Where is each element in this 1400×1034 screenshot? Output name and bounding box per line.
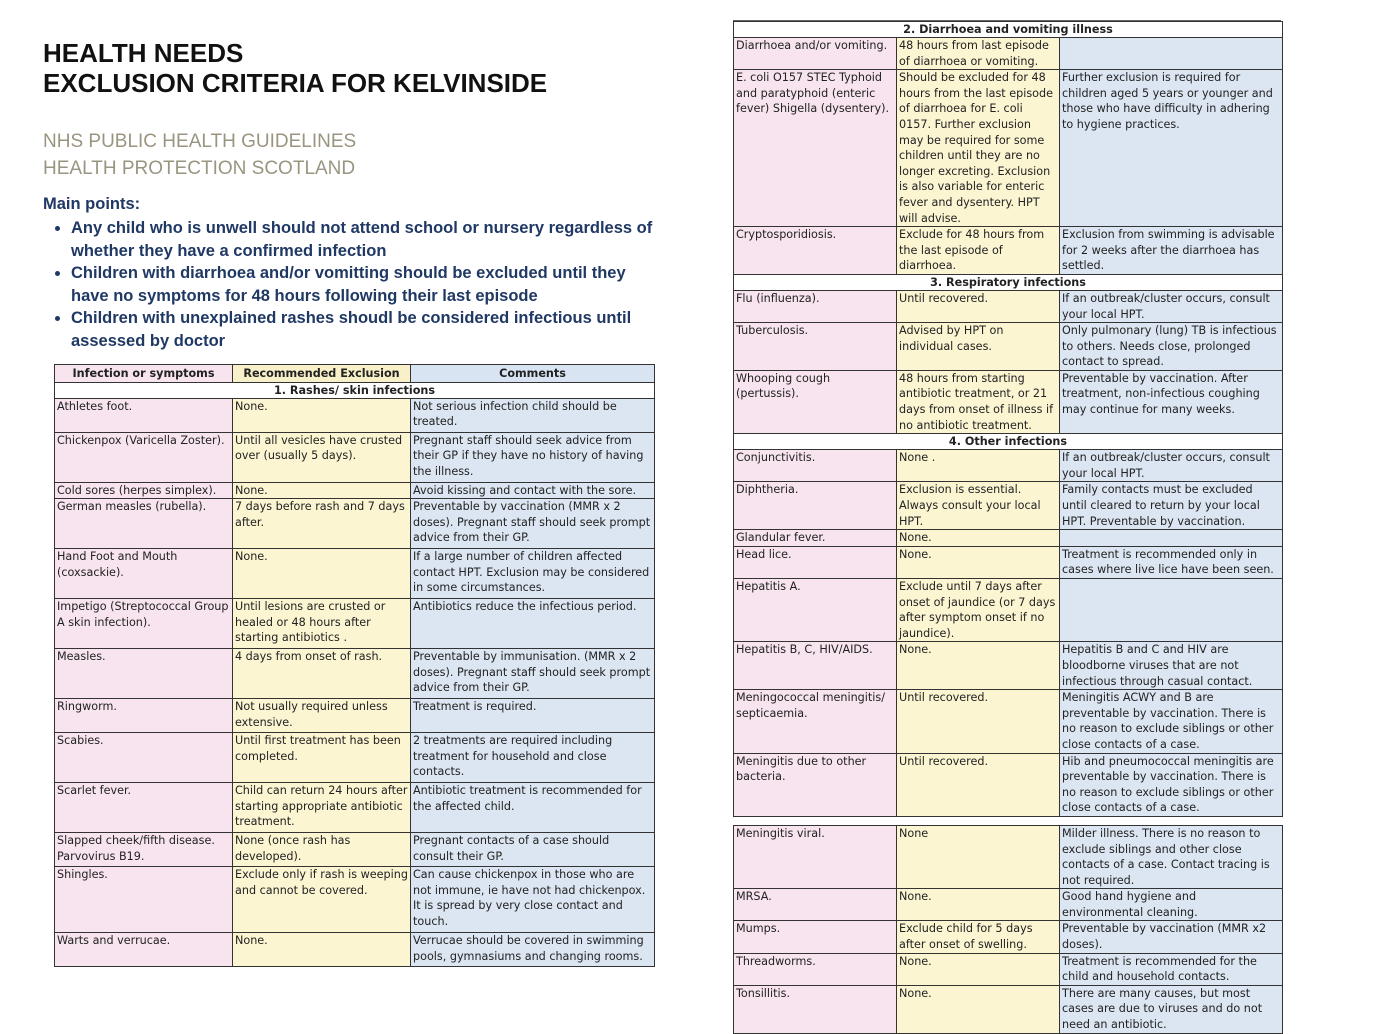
infection-cell: Meningitis due to other bacteria.	[734, 753, 897, 816]
exclusion-cell: Child can return 24 hours after starting appropriate antibiotic treatment.	[233, 783, 411, 833]
infection-cell: E. coli O157 STEC Typhoid and paratyphoid (enteric fever) Shigella (dysentery).	[734, 70, 897, 227]
main-points-heading: Main points:	[43, 195, 141, 213]
table-row	[55, 833, 655, 867]
table-row	[734, 889, 1283, 921]
comments-cell: Treatment is required.	[411, 699, 655, 733]
infection-cell: Shingles.	[55, 867, 233, 933]
main-point-item: • Any child who is unwell should not attend school or nursery regardless of whether they have a confirmed infection	[71, 217, 663, 262]
column-header-comments: Comments	[411, 365, 655, 383]
table-row	[55, 398, 655, 432]
page-title-line-2: EXCLUSION CRITERIA FOR KELVINSIDE	[43, 68, 548, 98]
exclusion-cell: 7 days before rash and 7 days after.	[233, 499, 411, 549]
column-header-exclusion: Recommended Exclusion	[233, 365, 411, 383]
infection-cell: Measles.	[55, 649, 233, 699]
table-row	[55, 499, 655, 549]
table-row	[734, 753, 1283, 816]
infection-cell: German measles (rubella).	[55, 499, 233, 549]
infection-cell: Diarrhoea and/or vomiting.	[734, 38, 897, 70]
table-row	[734, 642, 1283, 690]
exclusion-cell: None .	[897, 450, 1060, 482]
exclusion-cell: Advised by HPT on individual cases.	[897, 323, 1060, 371]
comments-cell: If an outbreak/cluster occurs, consult your local HPT.	[1060, 450, 1283, 482]
exclusion-cell: 48 hours from starting antibiotic treatment, or 21 days from onset of illness if no antibiotic treatment.	[897, 370, 1060, 433]
exclusion-cell: Exclude only if rash is weeping and cannot be covered.	[233, 867, 411, 933]
infection-cell: Meningococcal meningitis/ septicaemia.	[734, 690, 897, 753]
table-row	[734, 482, 1283, 530]
page-title-line-1: HEALTH NEEDS	[43, 38, 244, 68]
exclusion-cell: Until recovered.	[897, 753, 1060, 816]
exclusion-cell: Exclude for 48 hours from the last episode of diarrhoea.	[897, 227, 1060, 275]
infection-cell: Athletes foot.	[55, 398, 233, 432]
subtitle-line-2: HEALTH PROTECTION SCOTLAND	[43, 158, 356, 179]
table-row	[55, 599, 655, 649]
exclusion-cell: None.	[233, 549, 411, 599]
table-row	[734, 323, 1283, 371]
infection-cell: Meningitis viral.	[734, 825, 897, 888]
table-row	[734, 690, 1283, 753]
infection-cell: Tonsillitis.	[734, 985, 897, 1033]
table-row	[734, 450, 1283, 482]
column-header-infection: Infection or symptoms	[55, 365, 233, 383]
comments-cell	[1060, 530, 1283, 547]
infection-cell: Conjunctivitis.	[734, 450, 897, 482]
table-row	[734, 953, 1283, 985]
comments-cell: 2 treatments are required including treatment for household and close contacts.	[411, 733, 655, 783]
infection-cell: Mumps.	[734, 921, 897, 953]
comments-cell: If a large number of children affected contact HPT. Exclusion may be considered in some circumstances.	[411, 549, 655, 599]
comments-cell: There are many causes, but most cases are due to viruses and do not need an antibiotic.	[1060, 985, 1283, 1033]
table-row	[734, 825, 1283, 888]
infection-cell: Tuberculosis.	[734, 323, 897, 371]
comments-cell: Exclusion from swimming is advisable for 2 weeks after the diarrhoea has settled.	[1060, 227, 1283, 275]
comments-cell: Preventable by vaccination (MMR x 2 doses). Pregnant staff should seek prompt advice from their GP.	[411, 499, 655, 549]
section-title: 3. Respiratory infections	[734, 274, 1283, 290]
table-row	[734, 579, 1283, 642]
infection-cell: Flu (influenza).	[734, 290, 897, 322]
infection-cell: Impetigo (Streptococcal Group A skin infection).	[55, 599, 233, 649]
exclusion-table-right	[733, 21, 1283, 1034]
infection-cell: Slapped cheek/fifth disease. Parvovirus B19.	[55, 833, 233, 867]
comments-cell: Antibiotics reduce the infectious period.	[411, 599, 655, 649]
infection-cell: Warts and verrucae.	[55, 933, 233, 967]
table-row	[55, 783, 655, 833]
comments-cell: Can cause chickenpox in those who are not immune, ie have not had chickenpox. It is spread by very close contact and touch.	[411, 867, 655, 933]
table-row	[55, 482, 655, 499]
exclusion-cell: Exclusion is essential. Always consult your local HPT.	[897, 482, 1060, 530]
infection-cell: Cryptosporidiosis.	[734, 227, 897, 275]
table-row	[734, 38, 1283, 70]
comments-cell: Treatment is recommended only in cases where live lice have been seen.	[1060, 546, 1283, 578]
exclusion-cell: Until recovered.	[897, 690, 1060, 753]
infection-cell: Threadworms.	[734, 953, 897, 985]
table-row	[55, 432, 655, 482]
table-row	[734, 921, 1283, 953]
infection-cell: Scarlet fever.	[55, 783, 233, 833]
comments-cell: Further exclusion is required for children aged 5 years or younger and those who have difficulty in adhering to hygiene practices.	[1060, 70, 1283, 227]
comments-cell: Hepatitis B and C and HIV are bloodborne viruses that are not infectious through casual contact.	[1060, 642, 1283, 690]
comments-cell: Family contacts must be excluded until cleared to return by your local HPT. Preventable by vaccination.	[1060, 482, 1283, 530]
table-row	[734, 530, 1283, 547]
exclusion-cell: None.	[897, 546, 1060, 578]
table-row	[55, 549, 655, 599]
exclusion-cell: None.	[233, 933, 411, 967]
exclusion-cell: None.	[897, 889, 1060, 921]
infection-cell: Whooping cough (pertussis).	[734, 370, 897, 433]
exclusion-cell: None.	[897, 530, 1060, 547]
table-row	[734, 985, 1283, 1033]
infection-cell: Chickenpox (Varicella Zoster).	[55, 432, 233, 482]
comments-cell: Not serious infection child should be treated.	[411, 398, 655, 432]
infection-cell: Ringworm.	[55, 699, 233, 733]
table-row	[734, 546, 1283, 578]
infection-cell: Head lice.	[734, 546, 897, 578]
comments-cell: Preventable by immunisation. (MMR x 2 doses). Pregnant staff should seek prompt advice from their GP.	[411, 649, 655, 699]
section-title: 1. Rashes/ skin infections	[55, 382, 655, 398]
exclusion-cell: Until first treatment has been completed.	[233, 733, 411, 783]
comments-cell: Good hand hygiene and environmental cleaning.	[1060, 889, 1283, 921]
infection-cell: Hepatitis A.	[734, 579, 897, 642]
exclusion-cell: Should be excluded for 48 hours from the last episode of diarrhoea for E. coli 0157. Further exclusion may be required for some children until they are no longer excreting. Exclusion is also variable for enteric fever and dysentery. HPT will advise.	[897, 70, 1060, 227]
table-row	[734, 70, 1283, 227]
subtitle-block	[43, 128, 683, 182]
comments-cell: Antibiotic treatment is recommended for the affected child.	[411, 783, 655, 833]
exclusion-cell: None.	[233, 398, 411, 432]
title-block	[43, 38, 683, 182]
exclusion-cell: 4 days from onset of rash.	[233, 649, 411, 699]
exclusion-cell: None.	[897, 985, 1060, 1033]
infection-cell: Cold sores (herpes simplex).	[55, 482, 233, 499]
table-row	[55, 733, 655, 783]
main-point-item: • Children with unexplained rashes shoudl be considered infectious until assessed by doctor	[71, 307, 663, 352]
comments-cell: Only pulmonary (lung) TB is infectious to others. Needs close, prolonged contact to spread.	[1060, 323, 1283, 371]
main-points	[43, 193, 663, 352]
exclusion-cell: None.	[897, 953, 1060, 985]
section-title: 2. Diarrhoea and vomiting illness	[734, 22, 1283, 38]
exclusion-cell: Until recovered.	[897, 290, 1060, 322]
comments-cell: Avoid kissing and contact with the sore.	[411, 482, 655, 499]
main-points-list	[43, 217, 663, 352]
comments-cell: Milder illness. There is no reason to exclude siblings and other close contacts of a case. Contact tracing is not required.	[1060, 825, 1283, 888]
comments-cell: Treatment is recommended for the child and household contacts.	[1060, 953, 1283, 985]
exclusion-cell: None (once rash has developed).	[233, 833, 411, 867]
comments-cell: Meningitis ACWY and B are preventable by vaccination. There is no reason to exclude siblings or other close contacts of a case.	[1060, 690, 1283, 753]
exclusion-cell: 48 hours from last episode of diarrhoea or vomiting.	[897, 38, 1060, 70]
table-header-row	[55, 365, 655, 383]
infection-cell: MRSA.	[734, 889, 897, 921]
table-row	[55, 933, 655, 967]
table-row	[734, 227, 1283, 275]
table-row	[734, 290, 1283, 322]
exclusion-cell: None.	[233, 482, 411, 499]
exclusion-cell: None.	[897, 642, 1060, 690]
exclusion-cell: Not usually required unless extensive.	[233, 699, 411, 733]
table-row	[55, 649, 655, 699]
exclusion-cell: None	[897, 825, 1060, 888]
infection-cell: Scabies.	[55, 733, 233, 783]
exclusion-cell: Until lesions are crusted or healed or 48 hours after starting antibiotics .	[233, 599, 411, 649]
table-row	[55, 867, 655, 933]
table-row	[734, 370, 1283, 433]
comments-cell: Pregnant contacts of a case should consult their GP.	[411, 833, 655, 867]
exclusion-cell: Until all vesicles have crusted over (usually 5 days).	[233, 432, 411, 482]
comments-cell	[1060, 579, 1283, 642]
table-row	[55, 699, 655, 733]
exclusion-cell: Exclude until 7 days after onset of jaundice (or 7 days after symptom onset if no jaundice).	[897, 579, 1060, 642]
comments-cell: Preventable by vaccination. After treatment, non-infectious coughing may continue for many weeks.	[1060, 370, 1283, 433]
comments-cell: Preventable by vaccination (MMR x2 doses).	[1060, 921, 1283, 953]
infection-cell: Hepatitis B, C, HIV/AIDS.	[734, 642, 897, 690]
comments-cell: Hib and pneumococcal meningitis are preventable by vaccination. There is no reason to exclude siblings or other close contacts of a case.	[1060, 753, 1283, 816]
subtitle-line-1: NHS PUBLIC HEALTH GUIDELINES	[43, 131, 357, 152]
comments-cell: Verrucae should be covered in swimming pools, gymnasiums and changing rooms.	[411, 933, 655, 967]
exclusion-table-left	[54, 364, 655, 967]
comments-cell	[1060, 38, 1283, 70]
comments-cell: If an outbreak/cluster occurs, consult your local HPT.	[1060, 290, 1283, 322]
infection-cell: Glandular fever.	[734, 530, 897, 547]
main-point-item: • Children with diarrhoea and/or vomitting should be excluded until they have no symptoms for 48 hours following their last episode	[71, 262, 663, 307]
section-title: 4. Other infections	[734, 434, 1283, 450]
comments-cell: Pregnant staff should seek advice from their GP if they have no history of having the illness.	[411, 432, 655, 482]
infection-cell: Diphtheria.	[734, 482, 897, 530]
exclusion-cell: Exclude child for 5 days after onset of swelling.	[897, 921, 1060, 953]
infection-cell: Hand Foot and Mouth (coxsackie).	[55, 549, 233, 599]
